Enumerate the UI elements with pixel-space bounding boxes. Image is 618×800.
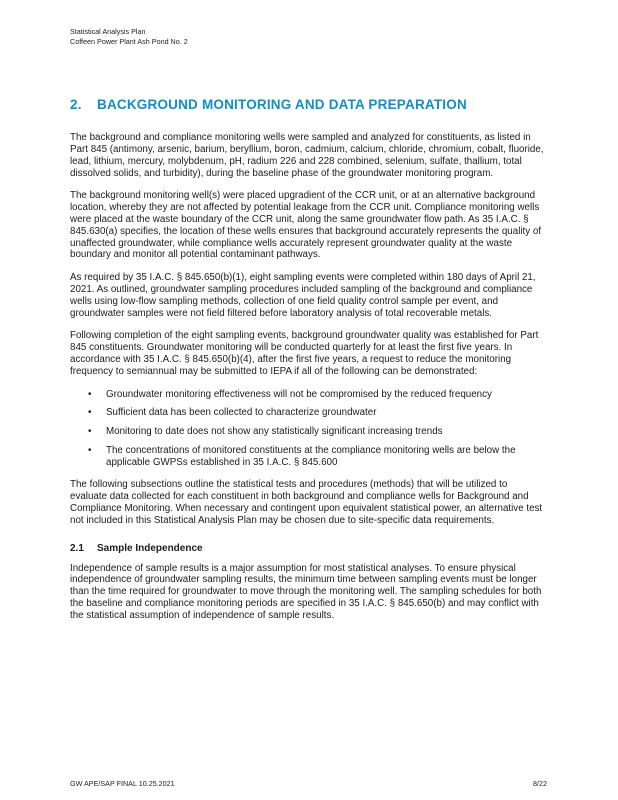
header-doc-title: Statistical Analysis Plan	[70, 27, 146, 36]
footer-document-id: GW APE/SAP FINAL 10.25.2021	[70, 779, 175, 788]
subsection-number: 2.1	[70, 542, 84, 554]
section-number: 2.	[70, 97, 82, 113]
section-title: BACKGROUND MONITORING AND DATA PREPARATION	[97, 97, 467, 113]
subsection-heading	[70, 543, 547, 554]
bullet-list	[70, 389, 547, 469]
bullet-item-gwps: • The concentrations of monitored constituents at the compliance monitoring wells are below the applicable GWPSs established in 35 I.A.C. § 845.600	[70, 445, 547, 469]
bullet-item-trends: • Monitoring to date does not show any statistically significant increasing trends	[70, 426, 547, 438]
document-body	[70, 132, 547, 622]
paragraph-monitoring-frequency: Following completion of the eight sampling events, background groundwater quality was established for Part 845 constituents. Groundwater monitoring will be conducted quarterly for at least the first five years. In accordance with 35 I.A.C. § 845.650(b)(4), after the first five years, a request to reduce the monitoring frequency to semiannual may be submitted to IEPA if all of the following can be demonstrated:	[70, 330, 539, 377]
paragraph-sample-independence: Independence of sample results is a major assumption for most statistical analyses. To ensure physical independence of groundwater sampling results, the minimum time between sampling events must be longer than the time required for groundwater to move through the monitoring well. The sampling schedules for both the baseline and compliance monitoring periods are specified in 35 I.A.C. § 845.650(b) and may conflict with the statistical assumption of independence of sample results.	[70, 562, 542, 621]
paragraph-sampling-events: As required by 35 I.A.C. § 845.650(b)(1), eight sampling events were completed within 180 days of April 21, 2021. As outlined, groundwater sampling procedures included sampling of the background and compliance wells using low-flow sampling methods, collection of one field quality control sample per event, and groundwater samples were not field filtered before laboratory analysis of total recoverable metals.	[70, 272, 536, 319]
page-footer	[70, 779, 547, 788]
section-heading	[70, 97, 547, 112]
bullet-item-effectiveness: • Groundwater monitoring effectiveness will not be compromised by the reduced frequency	[70, 389, 547, 401]
footer-page-number: 8/22	[533, 779, 547, 788]
paragraph-subsections-overview: The following subsections outline the statistical tests and procedures (methods) that will be utilized to evaluate data collected for each constituent in both background and compliance wells for Background and Compliance Monitoring. When necessary and contingent upon equivalent statistical power, an alternative test not included in this Statistical Analysis Plan may be chosen due to site-specific data requirements.	[70, 479, 543, 526]
paragraph-well-placement: The background monitoring well(s) were placed upgradient of the CCR unit, or at an alternative background location, whereby they are not affected by potential leakage from the CCR unit. Compliance monitoring wells were placed at the waste boundary of the CCR unit, along the same groundwater flow path. As 35 I.A.C. § 845.630(a) specifies, the location of these wells ensures that background accurately represents the quality of unaffected groundwater, while compliance wells accurately represent groundwater quality at the waste boundary and monitor all potential contaminant pathways.	[70, 190, 542, 261]
header-doc-subtitle: Coffeen Power Plant Ash Pond No. 2	[70, 37, 188, 47]
paragraph-constituents: The background and compliance monitoring wells were sampled and analyzed for constituents, as listed in Part 845 (antimony, arsenic, barium, beryllium, boron, cadmium, calcium, chloride, chromium, cobalt, fluoride, lead, lithium, mercury, molybdenum, pH, radium 226 and 228 combined, selenium, sulfate, thallium, total dissolved solids, and turbidity), during the baseline phase of the groundwater monitoring program.	[70, 132, 544, 179]
page-header	[70, 27, 547, 47]
subsection-title: Sample Independence	[97, 542, 203, 554]
bullet-item-sufficient-data: • Sufficient data has been collected to characterize groundwater	[70, 407, 547, 419]
